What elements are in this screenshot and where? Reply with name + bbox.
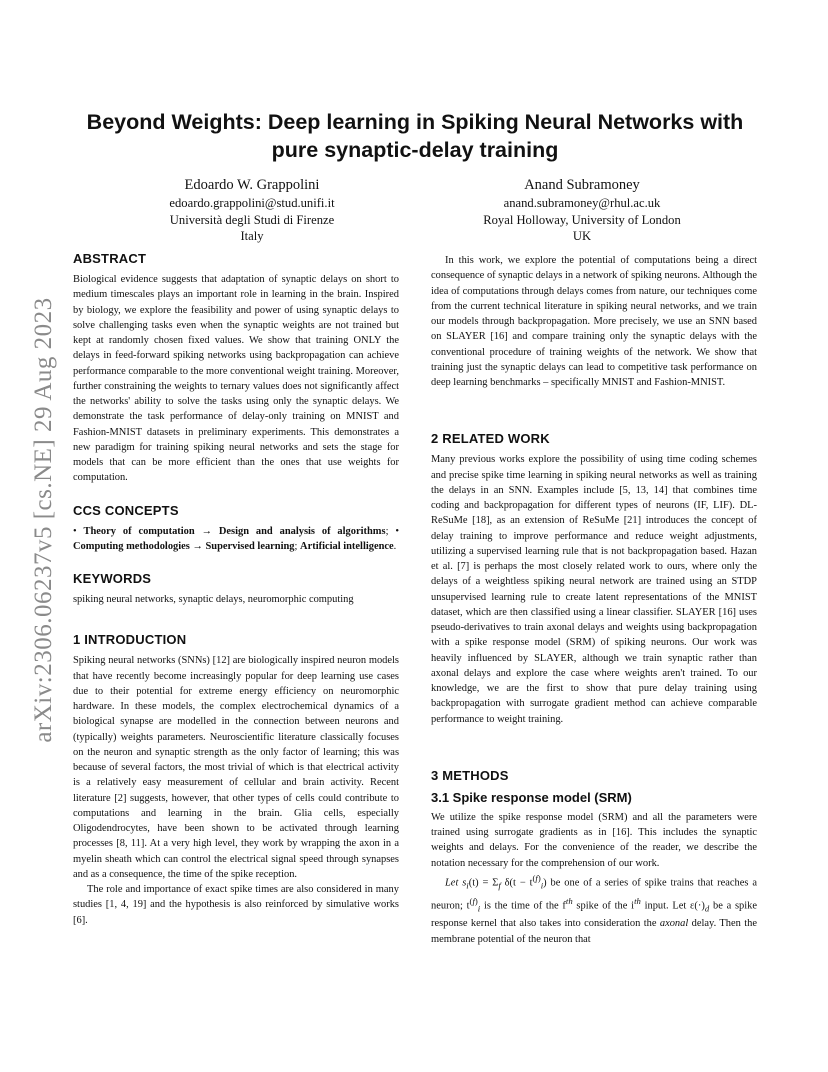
paper-title: Beyond Weights: Deep learning in Spiking Neural Networks with pure synaptic-delay training	[86, 110, 744, 162]
srm-subheading: 3.1 Spike response model (SRM)	[431, 789, 632, 805]
ccs-concepts: • Theory of computation → Design and analysis of algorithms; • Computing methodologies → Supervised learning; Artificial intelligence.	[73, 525, 399, 552]
methods-heading: 3 METHODS	[431, 767, 509, 783]
intro-paragraph-3: In this work, we explore the potential of computations being a direct consequence of synaptic delays in a network of spiking neurons. Although the idea of computations through delays comes from nature, our techniques come from the current technical literature in spiking neural networks, and we train our models through backpropagation. More precisely, we use an SNN based on SLAYER [16] and compare training only the synaptic delays with the conventional procedure of training weights of the network. We show that training just the synaptic delays can lead to competitive task performance on deep learning benchmarks – specifically MNIST and Fashion-MNIST.	[431, 255, 757, 388]
author-email: edoardo.grappolini@stud.unifi.it	[169, 196, 335, 210]
left-column	[73, 250, 399, 928]
ccs-heading: CCS CONCEPTS	[73, 502, 179, 518]
ccs-concept-1: Theory of computation → Design and analysis of algorithms	[83, 525, 386, 537]
author-email: anand.subramoney@rhul.ac.uk	[503, 196, 661, 210]
author-block-1	[102, 176, 402, 245]
arxiv-stamp	[22, 280, 66, 760]
author-country: UK	[572, 229, 592, 244]
abstract-heading: ABSTRACT	[73, 251, 147, 266]
ccs-concept-3: Artificial intelligence	[300, 540, 394, 552]
author-affiliation: Royal Holloway, University of London	[483, 212, 681, 227]
keywords-heading: KEYWORDS	[73, 571, 152, 586]
ccs-concept-2: Computing methodologies → Supervised learning	[73, 540, 295, 552]
methods-paragraph-1: We utilize the spike response model (SRM) and all the parameters were trained using surrogate gradients as in [16]. This includes the synaptic weights and delays. For the convenience of the reader, we describe the notation necessary for the comprehension of our work.	[431, 811, 757, 869]
author-name: Anand Subramoney	[524, 177, 640, 193]
author-country: Italy	[240, 229, 264, 244]
author-affiliation: Università degli Studi di Firenze	[169, 212, 335, 227]
related-work-text: Many previous works explore the possibility of using time coding schemes and precise spike time learning in spiking neural networks as well as training the delays in an SNN. Examples include [5, 13, 14] that combines time coding and backpropagation for different types of neurons (IF, LIF). DL-ReSuMe [18], as an extension of ReSuMe [21] introduces the concept of delay training to improve performance and reduce weight adjustments, utilizing a supervised learning rule that is not backpropagation based. Hazan et al. [7] is perhaps the most closely related work to ours, where only the delays of a weightless spiking neural network are trained using an STDP unsupervised learning rule to create latent representations of the MNIST dataset, which are then classified using a linear classifier. SLAYER [16] uses pseudo-derivatives to train axonal delays and weights using backpropagation with a spike response model (SRM) of spiking neurons. Our work was heavily influenced by SLAYER, although we train synaptic rather than axonal delays and explore the case where weights aren't trained. To our knowledge, we are the first to show that pure delay training using backpropagation with surrogate gradient method can achieve comparable performance to weight training.	[431, 454, 757, 725]
intro-paragraph-2: The role and importance of exact spike times are also considered in many studies [1, 4, 19] and the hypothesis is also reinforced by simulative works [6].	[73, 884, 399, 926]
methods-paragraph-2: Let $s_i(t) = \Sigma_f$ $\delta(t - t^{(f)}_i)$ be one of a series of spike trains that reaches a neuron; $t^{(f)}_i$ is the time of the $f^{th}$ spike of the $i^{th}$ input. Let $\varepsilon(\cdot)_d$ be a spike response kernel that also takes into consideration the axonal delay. Then the membrane potential of the neuron that	[431, 872, 757, 945]
abstract-text: Biological evidence suggests that adaptation of synaptic delays on short to medium timescales plays an important role in learning in the brain. Inspired by biology, we explore the feasibility and power of using synaptic delays to solve challenging tasks even when the synaptic weights are not trained but kept at randomly chosen fixed values. We show that training ONLY the delays in feed-forward spiking networks using backpropagation can achieve performance comparable to the more conventional weight training. Moreover, further constraining the weights to ternary values does not significantly affect the networks' ability to solve the tasks using only the synaptic delays. We demonstrate the task performance of delay-only training on MNIST and Fashion-MNIST datasets in preliminary experiments. This demonstrates a new paradigm for training spiking neural networks and sets the stage for models that can be more efficient than the ones that use weights for computation.	[73, 274, 399, 484]
author-name: Edoardo W. Grappolini	[184, 177, 320, 193]
intro-heading: 1 INTRODUCTION	[73, 632, 187, 648]
author-block-2	[432, 176, 732, 245]
intro-paragraph-1: Spiking neural networks (SNNs) [12] are biologically inspired neuron models that have recently become increasingly popular for deep learning use cases due to their potential for extreme energy efficiency on neuromorphic hardware. In these models, the complex electrochemical dynamics of a biological synapse are modelled in the connection between neurons and (typically) weights parameters. Neuroscientific literature classically focuses on the neuron and synaptic strength as the only factor of learning; this was because of several factors, the most trivial of which is that electrical activity is a relatively easy measurement of cellular and brain activity. Recent literature [2] suggests, however, that other types of cells could contribute to computations and learning in the brain. Glia cells, especially Oligodendrocytes, have been shown to be activated through learning processes [8, 11]. At a very high level, they work by wrapping the axon in a myelin sheath which can control the electrical signal speed through synapses and as a consequence, the time of the spike reception.	[73, 655, 399, 880]
right-column	[431, 250, 757, 947]
keywords-text: spiking neural networks, synaptic delays, neuromorphic computing	[73, 594, 354, 605]
related-work-heading: 2 RELATED WORK	[431, 431, 550, 447]
arxiv-stamp-text: arXiv:2306.06237v5 [cs.NE] 29 Aug 2023	[30, 297, 57, 743]
